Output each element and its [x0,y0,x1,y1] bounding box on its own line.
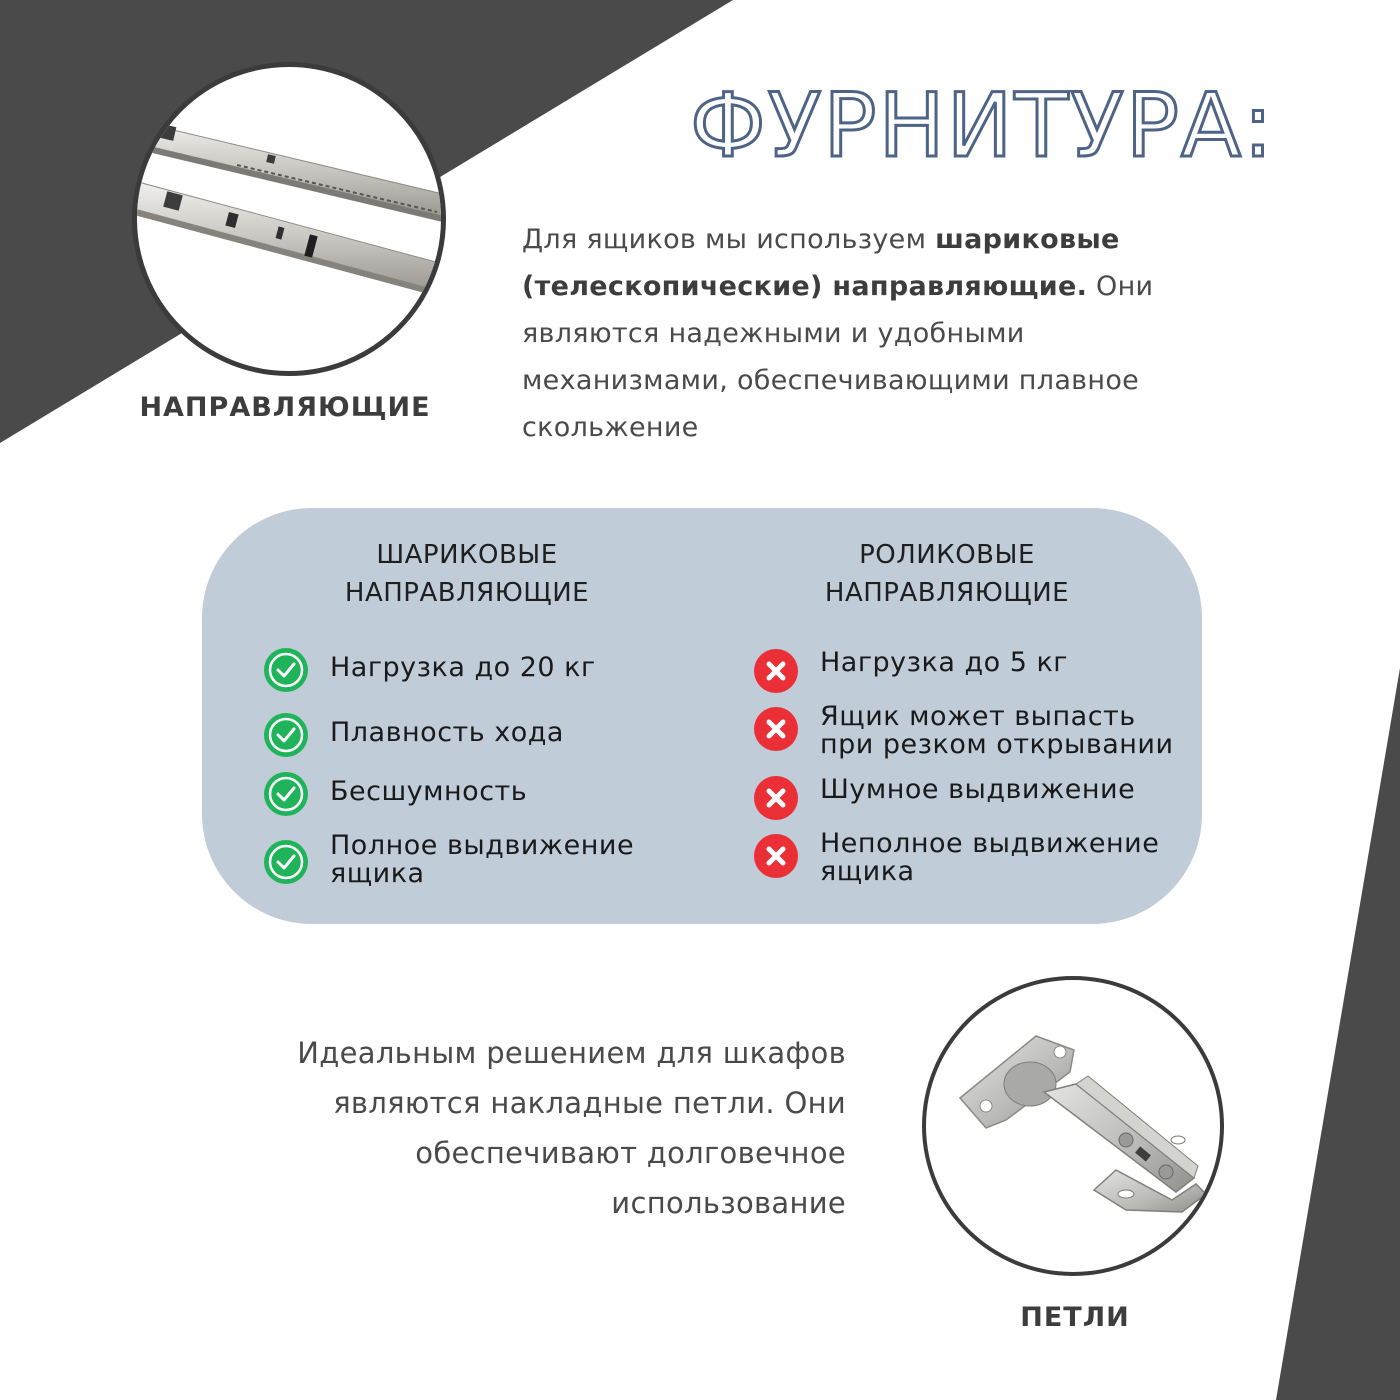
con-item [754,649,1068,693]
text-line: при резком открывании [820,729,1174,760]
heading-line: ШАРИКОВЫЕ [376,540,558,570]
pro-text [330,832,634,888]
outro-line: обеспечивают долговечное [415,1136,846,1170]
slides-photo [132,62,446,376]
hinge-photo [922,976,1224,1276]
pro-text: Бесшумность [330,776,528,807]
text-line: Полное выдвижение [330,830,635,861]
intro-text-bold: шариковые (телескопические) направляющие. [522,224,1120,302]
hinges-caption: ПЕТЛИ [1020,1302,1130,1333]
heading-line: НАПРАВЛЯЮЩИЕ [344,578,590,608]
slides-caption: НАПРАВЛЯЮЩИЕ [139,392,431,423]
pro-item [264,719,564,757]
ball-slides-heading [292,536,642,612]
bottom-right-dark-wedge [1276,668,1400,1400]
heading-line: РОЛИКОВЫЕ [859,540,1035,570]
con-text: Нагрузка до 5 кг [820,647,1068,678]
outro-line: использование [611,1186,846,1220]
page-title: ФУРНИТУРА: [690,74,1275,177]
drawer-slides-illustration [137,67,441,371]
cabinet-hinge-illustration [926,980,1220,1272]
outro-line: Идеальным решением для шкафов [297,1036,846,1070]
pro-item [264,832,634,888]
comparison-panel [202,508,1202,924]
cross-circle-icon [754,649,798,693]
check-circle-icon [264,713,308,757]
intro-paragraph [522,216,1202,451]
outro-paragraph [250,1028,846,1228]
text-line: Неполное выдвижение [820,828,1160,859]
text-line: ящика [820,856,915,887]
outro-line: являются накладные петли. Они [333,1086,846,1120]
heading-line: НАПРАВЛЯЮЩИЕ [824,578,1070,608]
roller-slides-heading [772,536,1122,612]
cross-circle-icon [754,707,798,751]
con-text [820,830,1159,886]
intro-text-start: Для ящиков мы используем [522,224,936,255]
con-item [754,830,1159,886]
text-line: ящика [330,858,425,889]
text-line: Ящик может выпасть [820,701,1136,732]
con-item [754,703,1174,759]
pro-item [264,778,527,816]
pro-text: Нагрузка до 20 кг [330,652,596,683]
con-text: Шумное выдвижение [820,774,1136,805]
check-circle-icon [264,648,308,692]
check-circle-icon [264,840,308,884]
check-circle-icon [264,772,308,816]
pro-text: Плавность хода [330,717,564,748]
cross-circle-icon [754,776,798,820]
con-text [820,703,1174,759]
con-item [754,776,1135,820]
intro-text-end: Они являются надежными и удобными механизмами, обеспечивающими плавное скольжение [522,271,1154,443]
pro-item [264,654,596,692]
cross-circle-icon [754,834,798,878]
